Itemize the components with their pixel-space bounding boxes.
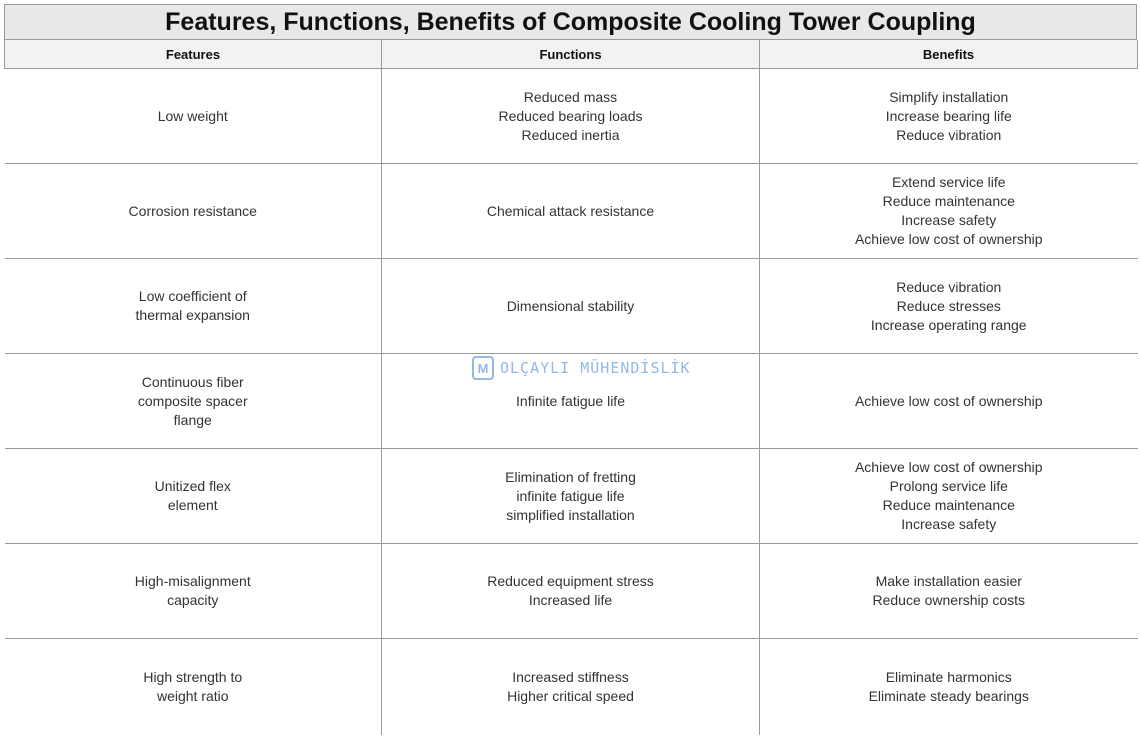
cell-line: Achieve low cost of ownership <box>854 231 1043 247</box>
cell-line: Increased stiffness <box>512 669 629 685</box>
cell-line: Continuous fiber <box>141 373 244 390</box>
cell-line: Eliminate harmonics <box>885 669 1012 685</box>
cell-line: Low coefficient of <box>138 288 247 304</box>
cell-line: High-misalignment <box>134 573 251 589</box>
cell-line: Achieve low cost of ownership <box>854 392 1043 409</box>
cell-line: capacity <box>167 592 219 608</box>
table-row <box>5 449 1138 544</box>
cell-line: Eliminate steady bearings <box>868 688 1029 704</box>
header-features: Features <box>5 40 382 69</box>
cell-line: Extend service life <box>891 174 1006 190</box>
watermark-text: OLÇAYLI MÜHENDİSLİK <box>500 359 691 377</box>
cell-line: Infinite fatigue life <box>516 392 625 409</box>
benefit-cell <box>760 354 1138 449</box>
table-row <box>5 544 1138 639</box>
cell-line: Reduced bearing loads <box>498 107 643 124</box>
cell-line: Chemical attack resistance <box>486 202 655 219</box>
benefit-cell <box>760 639 1138 736</box>
feature-cell <box>5 639 382 736</box>
cell-line: element <box>167 497 218 513</box>
cell-line: Simplify installation <box>889 88 1009 105</box>
cell-line: Reduce stresses <box>896 297 1001 314</box>
feature-cell <box>5 449 382 544</box>
cell-line: Low weight <box>157 107 228 124</box>
page-title: Features, Functions, Benefits of Composite Cooling Tower Coupling <box>4 4 1137 40</box>
watermark-logo-icon: M <box>472 356 494 380</box>
cell-line: Increase safety <box>901 212 997 228</box>
feature-cell <box>5 69 382 164</box>
function-cell <box>382 164 760 259</box>
cell-line: Make installation easier <box>875 573 1022 589</box>
table-row <box>5 164 1138 259</box>
cell-line: Achieve low cost of ownership <box>854 459 1043 475</box>
cell-line: Reduce ownership costs <box>872 592 1026 608</box>
function-cell <box>382 639 760 736</box>
feature-cell <box>5 354 382 449</box>
cell-line: weight ratio <box>156 688 229 704</box>
table-row <box>5 69 1138 164</box>
cell-line: Increased life <box>528 592 613 608</box>
cell-line: Reduce maintenance <box>882 193 1015 209</box>
cell-line: Increase bearing life <box>885 107 1012 124</box>
cell-line: Corrosion resistance <box>128 202 257 219</box>
features-table <box>4 40 1138 735</box>
feature-cell <box>5 164 382 259</box>
cell-line: Reduced equipment stress <box>487 573 654 589</box>
cell-line: thermal expansion <box>135 307 250 323</box>
cell-line: Reduced inertia <box>521 126 620 143</box>
feature-cell <box>5 544 382 639</box>
cell-line: High strength to <box>143 669 243 685</box>
benefit-cell <box>760 449 1138 544</box>
benefit-cell <box>760 164 1138 259</box>
cell-line: Increase safety <box>901 516 997 532</box>
table-body <box>5 69 1138 736</box>
cell-line: Unitized flex <box>154 478 231 494</box>
benefit-cell <box>760 259 1138 354</box>
table-header-row <box>5 40 1138 69</box>
watermark <box>472 356 691 380</box>
cell-line: Reduce vibration <box>896 278 1002 295</box>
header-functions: Functions <box>382 40 760 69</box>
cell-line: simplified installation <box>506 506 635 523</box>
benefit-cell <box>760 69 1138 164</box>
feature-cell <box>5 259 382 354</box>
function-cell <box>382 449 760 544</box>
cell-line: composite spacer <box>137 392 248 409</box>
cell-line: Prolong service life <box>889 478 1008 494</box>
cell-line: infinite fatigue life <box>516 487 625 504</box>
function-cell <box>382 259 760 354</box>
cell-line: Increase operating range <box>870 316 1027 333</box>
cell-line: flange <box>173 411 212 428</box>
header-benefits: Benefits <box>760 40 1138 69</box>
table-row <box>5 259 1138 354</box>
function-cell <box>382 544 760 639</box>
cell-line: Reduce maintenance <box>882 497 1015 513</box>
cell-line: Dimensional stability <box>506 297 635 314</box>
benefit-cell <box>760 544 1138 639</box>
table-row <box>5 639 1138 736</box>
function-cell <box>382 69 760 164</box>
cell-line: Higher critical speed <box>507 688 634 704</box>
cell-line: Reduced mass <box>523 88 618 105</box>
cell-line: Elimination of fretting <box>505 468 636 485</box>
cell-line: Reduce vibration <box>896 126 1002 143</box>
